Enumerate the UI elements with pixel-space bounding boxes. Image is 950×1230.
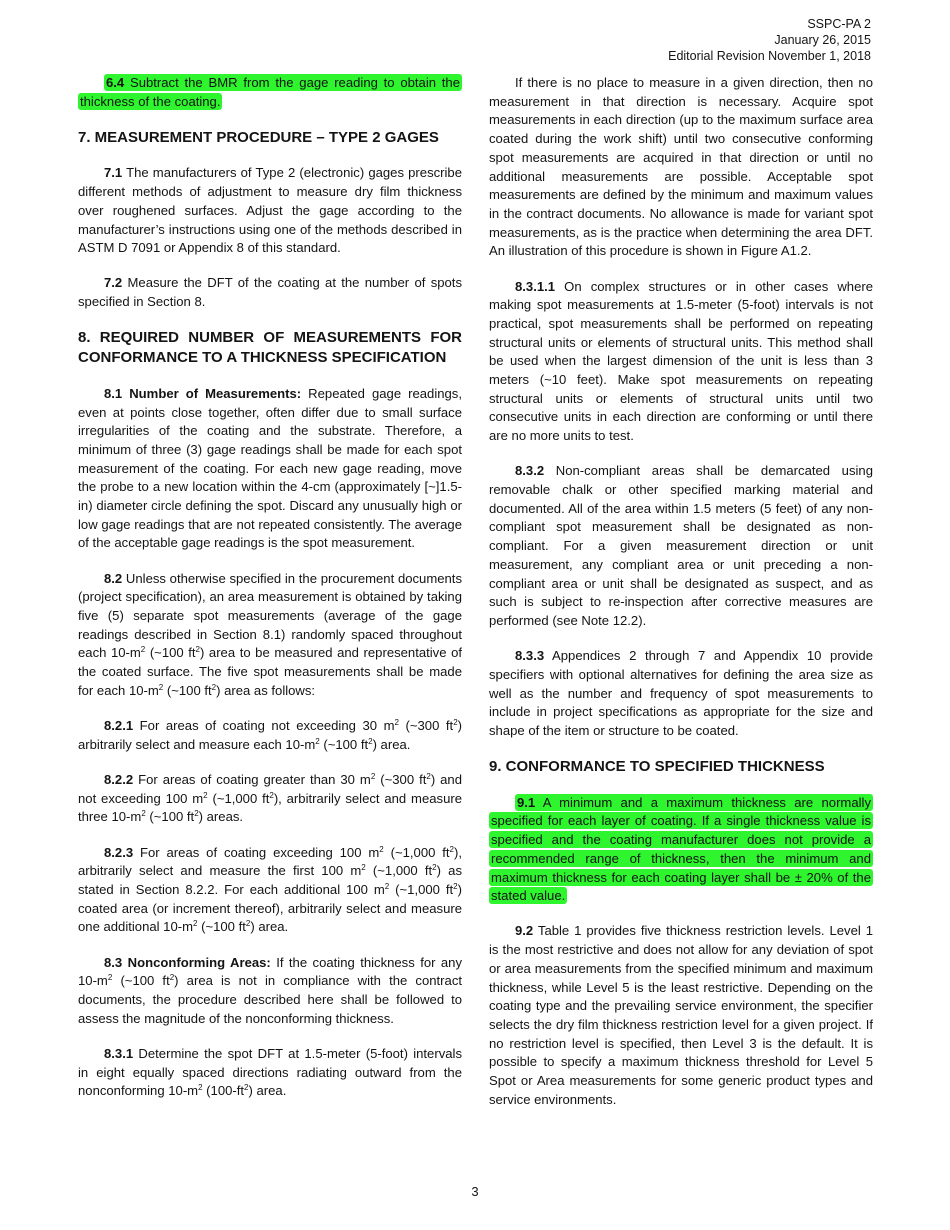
paragraph-8-3-3: 8.3.3 Appendices 2 through 7 and Appendix 10 provide specifiers with optional alternatives for defining the area size as well as the number and frequency of spot measurements to include in project specifications as appropriate for the size and shape of the item or structure to be coated.	[489, 648, 873, 738]
paragraph-8-3-2: 8.3.2 Non-compliant areas shall be demarcated using removable chalk or other specified marking material and documented. All of the area within 1.5 meters (5 feet) of any non-compliant spot measurement shall be designated as non-compliant. For a given measurement direction or unit measurement, any compliant area or unit preceding a non-compliant area or unit shall be designated as suspect, and as such is subject to re-inspection after corrective measures are performed (see Note 12.2).	[489, 463, 873, 628]
paragraph-8-2-2: 8.2.2 For areas of coating greater than 30 $m^2$ (~300 $ft^2$) and not exceeding 100 $m^2$ (~1,000 $ft^2$), arbitrarily select and measure three $10-m^2$ (~100 $ft^2$) areas.	[78, 771, 462, 825]
paragraph-8-3-1-1: 8.3.1.1 On complex structures or in other cases where making spot measurements at 1.5-meter (5-foot) intervals is not practical, spot measurements shall be performed on repeating structural units or elements of structural units. This method shall be used when the largest dimension of the unit is less than 3 meters (~10 feet). Make spot measurements on repeating structural units or elements of structural units until two consecutive units in each direction are conforming or until there are no more units to test.	[489, 278, 873, 444]
paragraph-9-2: 9.2 Table 1 provides five thickness restriction levels. Level 1 is the most restrictive and does not allow for any deviation of spot or area measurements from the specified minimum and maximum thickness, while Level 5 is the least restrictive. Depending on the coating type and the prevailing service environment, the specifier selects the dry film thickness restriction level for a given project. If no restriction level is specified, then Level 3 is the default. It is possible to specify a maximum thickness threshold for Level 5 Spot or Area measurements for some generic product types and service environments.	[489, 923, 873, 1107]
section-7-heading: 7. MEASUREMENT PROCEDURE – TYPE 2 GAGES	[78, 128, 439, 146]
page-header	[668, 16, 871, 64]
paragraph-8-2: 8.2 Unless otherwise specified in the procurement documents (project specification), an area measurement is obtained by taking five (5) separate spot measurements (average of the gage readings described in Section 8.1) randomly spaced throughout each $10-m^2$ (~100 $ft^2$) area to be measured and representative of the coated surface. The five spot measurements shall be made for each $10-m^2$ (~100 $ft^2$) area as follows:	[78, 570, 462, 698]
right-column	[489, 74, 873, 1109]
paragraph-6-4	[78, 74, 462, 111]
paragraph-8-2-1: 8.2.1 For areas of coating not exceeding 30 $m^2$ (~300 $ft^2$) arbitrarily select and measure each $10-m^2$ (~100 $ft^2$) area.	[78, 718, 463, 752]
section-8-heading: 8. REQUIRED NUMBER OF MEASUREMENTS FOR CONFORMANCE TO A THICKNESS SPECIFICATION	[78, 329, 462, 367]
editorial-revision: Editorial Revision November 1, 2018	[668, 49, 871, 63]
page-number: 3	[471, 1184, 479, 1199]
left-column	[78, 74, 462, 1101]
paragraph-9-1	[489, 794, 873, 906]
paragraph-7-2: 7.2 Measure the DFT of the coating at the number of spots specified in Section 8.	[78, 275, 462, 310]
paragraph-8-3-1-continued: If there is no place to measure in a given direction, then no measurement in that direction is necessary. Acquire spot measurements in each direction (up to the maximum surface area coated during the work shift) until two consecutive conforming spot measurements are acquired in that direction or until no additional measurements are possible. Acceptable spot measurements are defined by the minimum and maximum values in the contract documents. No allowance is made for variant spot measurements, as is the practice when determining the area DFT. An illustration of this procedure is shown in Figure A1.2.	[489, 75, 873, 259]
document-date: January 26, 2015	[774, 33, 871, 47]
paragraph-8-2-3: 8.2.3 For areas of coating exceeding 100 $m^2$ (~1,000 $ft^2$), arbitrarily select and measure the first 100 $m^2$ (~1,000 $ft^2$) as stated in Section 8.2.2. For each additional 100 $m^2$ (~1,000 $ft^2$) coated area (or increment thereof), arbitrarily select and measure one additional $10-m^2$ (~100 $ft^2$) area.	[78, 844, 463, 935]
paragraph-8-3-1: 8.3.1 Determine the spot DFT at 1.5-meter (5-foot) intervals in eight equally spaced directions radiating outward from the nonconforming $10-m^2$ $(100-ft^2)$ area.	[78, 1045, 462, 1099]
paragraph-8-1: 8.1 Number of Measurements: Repeated gage readings, even at points close together, often differ due to small surface irregularities of the coating and the substrate. Therefore, a minimum of three (3) gage readings shall be made for each spot measurement of the coating. For each new gage reading, move the probe to a new location within the 4-cm (approximately [~]1.5-in) diameter circle defining the spot. Discard any unusually high or low gage readings that are not repeated consistently. The average of the acceptable gage readings is the spot measurement.	[78, 385, 462, 551]
paragraph-7-1: 7.1 The manufacturers of Type 2 (electronic) gages prescribe different methods of adjustment to measure dry film thickness over roughened surfaces. Adjust the gage according to the manufacturer’s instructions using one of the methods described in ASTM D 7091 or Appendix 8 of this standard.	[78, 165, 462, 256]
document-id: SSPC-PA 2	[807, 17, 871, 31]
paragraph-8-3: 8.3 Nonconforming Areas: If the coating thickness for any $10-m^2$ (~100 $ft^2$) area is not in compliance with the contract documents, the procedure described here shall be followed to assess the magnitude of the nonconforming thickness.	[78, 954, 463, 1026]
section-9-heading: 9. CONFORMANCE TO SPECIFIED THICKNESS	[489, 758, 825, 776]
highlight: 9.1 A minimum and a maximum thickness are normally specified for each layer of coating. If a single thickness value is specified and the coating manufacturer does not provide a recommended range of thickness, then the minimum and maximum thickness for each coating layer shall be ± 20% of the stated value.	[491, 794, 871, 904]
highlight: 6.4 Subtract the BMR from the gage reading to obtain the thickness of the coating.	[80, 75, 460, 109]
